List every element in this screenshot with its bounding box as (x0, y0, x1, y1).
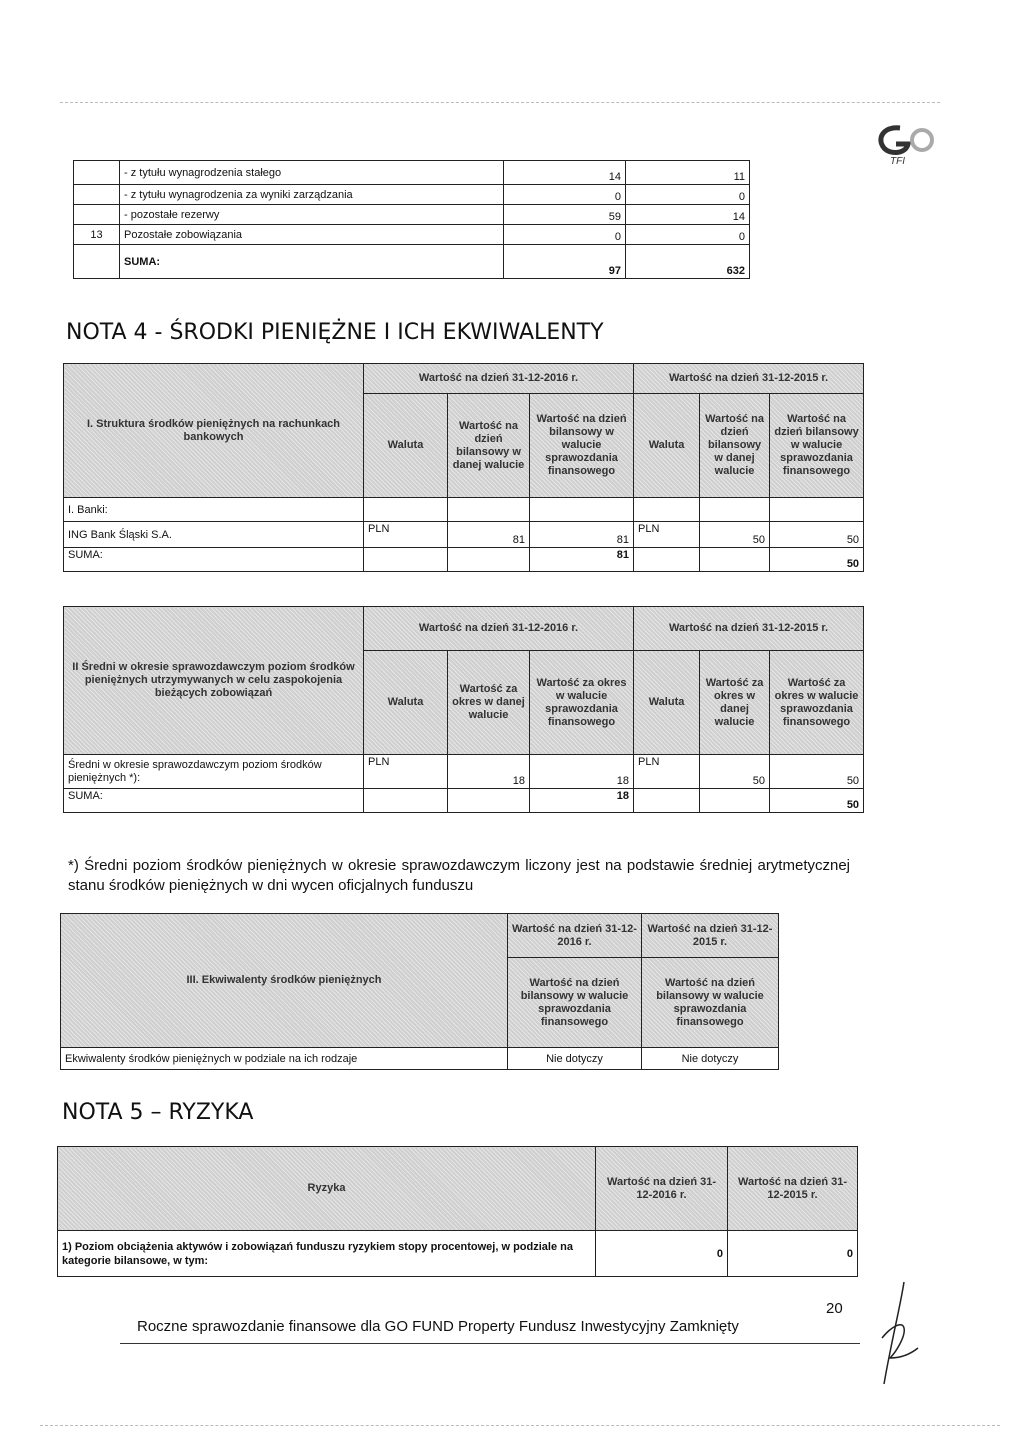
value-2016: 0 (504, 225, 626, 245)
table-row (74, 225, 750, 245)
header-currency: Waluta (364, 651, 448, 755)
header-date-2015: Wartość na dzień 31-12-2015 r. (634, 607, 864, 651)
header-currency: Waluta (634, 651, 700, 755)
value-currency: 50 (700, 522, 770, 548)
row-label: - z tytułu wynagrodzenia za wyniki zarządzania (120, 185, 504, 205)
table-row (74, 205, 750, 225)
empty-cell (634, 789, 700, 813)
row-label: 1) Poziom obciążenia aktywów i zobowiązań funduszu ryzykiem stopy procentowej, w podziale na kategorie bilansowe, w tym: (58, 1231, 596, 1277)
empty-cell (364, 498, 448, 522)
header-row (64, 607, 864, 651)
table-row-sum (64, 789, 864, 813)
header-date-2015: Wartość na dzień 31-12-2015 r. (728, 1147, 858, 1231)
empty-cell (700, 548, 770, 572)
nota4-title: NOTA 4 - ŚRODKI PIENIĘŻNE I ICH EKWIWALENTY (66, 320, 604, 345)
footnote: *) Średni poziom środków pieniężnych w okresie sprawozdawczym liczony jest na podstawie średniej arytmetycznej stanu środków pieniężnych w dni wycen oficjalnych funduszu (68, 857, 850, 894)
value-2015: Nie dotyczy (642, 1048, 779, 1070)
table-row (74, 185, 750, 205)
logo-subtext: TFI (890, 156, 905, 167)
header-date-2016: Wartość na dzień 31-12-2016 r. (596, 1147, 728, 1231)
table-row-sum (74, 245, 750, 279)
value-report-currency: 50 (770, 522, 864, 548)
row-label: Ekwiwalenty środków pieniężnych w podziale na ich rodzaje (61, 1048, 508, 1070)
company-logo (870, 120, 950, 170)
banks-label: I. Banki: (64, 498, 364, 522)
empty-cell (530, 498, 634, 522)
empty-cell (634, 548, 700, 572)
value-2015: 0 (626, 225, 750, 245)
header-date-2016: Wartość na dzień 31-12-2016 r. (364, 364, 634, 394)
table-row-sum (64, 548, 864, 572)
scan-edge-bottom (40, 1425, 1000, 1426)
sum-label: SUMA: (64, 789, 364, 813)
value-2016: 59 (504, 205, 626, 225)
empty-cell (770, 498, 864, 522)
sum-label: SUMA: (120, 245, 504, 279)
header-date-2015: Wartość na dzień 31-12-2015 r. (642, 914, 779, 958)
page-number: 20 (826, 1300, 843, 1317)
header-currency: Waluta (364, 394, 448, 498)
average-cash-table (63, 606, 864, 813)
table-row (58, 1231, 858, 1277)
row-number (74, 185, 120, 205)
table-row (61, 1048, 779, 1070)
table-row (64, 755, 864, 789)
empty-cell (364, 548, 448, 572)
value-2016: Nie dotyczy (508, 1048, 642, 1070)
sum-2016: 97 (504, 245, 626, 279)
currency: PLN (634, 755, 700, 789)
value-report-currency: 81 (530, 522, 634, 548)
row-number (74, 205, 120, 225)
sum-2015: 632 (626, 245, 750, 279)
sum-2015: 50 (770, 789, 864, 813)
header-value-report-currency: Wartość na dzień bilansowy w walucie sprawozdania finansowego (530, 394, 634, 498)
empty-cell (700, 789, 770, 813)
table-header: III. Ekwiwalenty środków pieniężnych (61, 914, 508, 1048)
value-2015: 0 (626, 185, 750, 205)
row-label: - z tytułu wynagrodzenia stałego (120, 161, 504, 185)
signature-mark (862, 1278, 922, 1388)
risks-table (57, 1146, 858, 1277)
header-currency: Waluta (634, 394, 700, 498)
header-row (61, 914, 779, 958)
value-2016: 0 (504, 185, 626, 205)
value-report-currency: 18 (530, 755, 634, 789)
cash-structure-table (63, 363, 864, 572)
footer-divider (120, 1343, 860, 1344)
footer-text: Roczne sprawozdanie finansowe dla GO FUND Property Fundusz Inwestycyjny Zamknięty (137, 1318, 739, 1335)
header-value-report-currency: Wartość za okres w walucie sprawozdania finansowego (530, 651, 634, 755)
sum-label: SUMA: (64, 548, 364, 572)
table-header: II Średni w okresie sprawozdawczym poziom środków pieniężnych utrzymywanych w celu zaspokojenia bieżących zobowiązań (64, 607, 364, 755)
header-value-currency: Wartość za okres w danej walucie (700, 651, 770, 755)
empty-cell (364, 789, 448, 813)
table-header: Ryzyka (58, 1147, 596, 1231)
header-value-report-currency: Wartość na dzień bilansowy w walucie sprawozdania finansowego (508, 958, 642, 1048)
sum-2016: 81 (530, 548, 634, 572)
value-2016: 0 (596, 1231, 728, 1277)
cash-equivalents-table (60, 913, 779, 1070)
value-2015: 11 (626, 161, 750, 185)
row-label: Pozostałe zobowiązania (120, 225, 504, 245)
value-currency: 50 (700, 755, 770, 789)
table-row (74, 161, 750, 185)
row-label: Średni w okresie sprawozdawczym poziom środków pieniężnych *): (64, 755, 364, 789)
row-label: - pozostałe rezerwy (120, 205, 504, 225)
value-report-currency: 50 (770, 755, 864, 789)
row-number (74, 245, 120, 279)
header-value-report-currency: Wartość za okres w walucie sprawozdania finansowego (770, 651, 864, 755)
value-2015: 14 (626, 205, 750, 225)
header-value-report-currency: Wartość na dzień bilansowy w walucie sprawozdania finansowego (770, 394, 864, 498)
currency: PLN (634, 522, 700, 548)
table-row (64, 498, 864, 522)
header-value-currency: Wartość na dzień bilansowy w danej walucie (700, 394, 770, 498)
row-number (74, 161, 120, 185)
nota5-title: NOTA 5 – RYZYKA (62, 1100, 254, 1125)
header-date-2015: Wartość na dzień 31-12-2015 r. (634, 364, 864, 394)
table-header: I. Struktura środków pieniężnych na rachunkach bankowych (64, 364, 364, 498)
header-value-report-currency: Wartość na dzień bilansowy w walucie sprawozdania finansowego (642, 958, 779, 1048)
header-row (58, 1147, 858, 1231)
signature-icon (862, 1278, 922, 1388)
header-date-2016: Wartość na dzień 31-12-2016 r. (364, 607, 634, 651)
empty-cell (448, 789, 530, 813)
header-row (64, 364, 864, 394)
empty-cell (448, 498, 530, 522)
header-value-currency: Wartość za okres w danej walucie (448, 651, 530, 755)
row-number: 13 (74, 225, 120, 245)
empty-cell (448, 548, 530, 572)
currency: PLN (364, 522, 448, 548)
value-2015: 0 (728, 1231, 858, 1277)
header-date-2016: Wartość na dzień 31-12-2016 r. (508, 914, 642, 958)
empty-cell (634, 498, 700, 522)
go-logo-icon (870, 120, 950, 170)
value-currency: 18 (448, 755, 530, 789)
table-row (64, 522, 864, 548)
value-currency: 81 (448, 522, 530, 548)
empty-cell (700, 498, 770, 522)
provisions-table (73, 160, 750, 279)
header-value-currency: Wartość na dzień bilansowy w danej walucie (448, 394, 530, 498)
bank-name: ING Bank Śląski S.A. (64, 522, 364, 548)
sum-2016: 18 (530, 789, 634, 813)
sum-2015: 50 (770, 548, 864, 572)
currency: PLN (364, 755, 448, 789)
value-2016: 14 (504, 161, 626, 185)
scan-edge-top (60, 102, 940, 103)
